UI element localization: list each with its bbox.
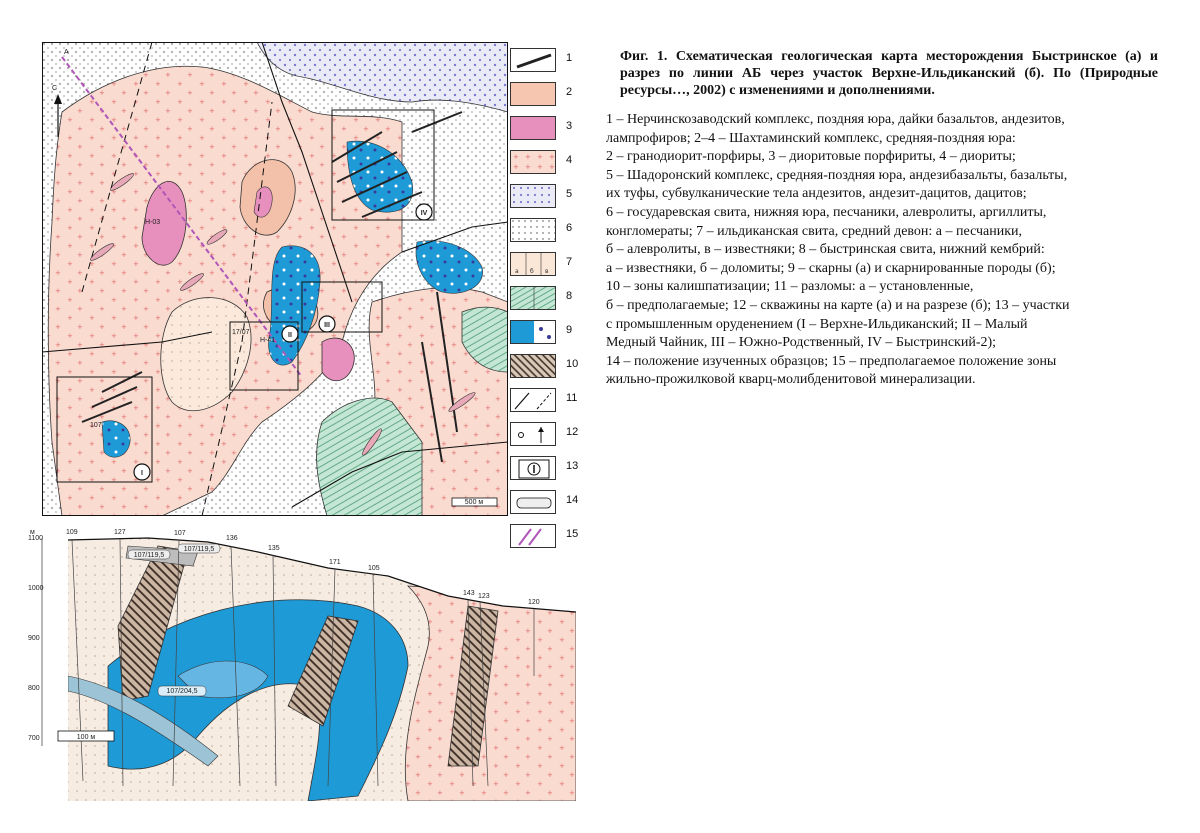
map-scale-bar [452, 498, 497, 506]
legend-num: 11 [566, 392, 578, 404]
svg-text:б: б [530, 268, 534, 275]
well-label: 136 [226, 535, 238, 542]
site-marker-i [134, 464, 150, 480]
well-label: 127 [114, 529, 126, 536]
legend-num: 12 [566, 426, 579, 438]
caption-line: б – алевролиты, в – известняки; 8 – быстринская свита, нижний кембрий: [606, 242, 1045, 258]
svg-text:в: в [545, 268, 549, 275]
site-marker-iii [319, 316, 335, 332]
legend-item-2 [510, 82, 590, 110]
legend-item-12 [510, 422, 590, 450]
legend-num: 9 [566, 324, 573, 336]
geologic-map [42, 42, 508, 516]
caption-line: 2 – гранодиорит-порфиры, 3 – диоритовые порфириты, 4 – диориты; [606, 149, 1016, 165]
legend-item-14 [510, 490, 590, 518]
caption-line: конгломераты; 7 – ильдиканская свита, средний девон: а – песчаники, [606, 223, 1023, 239]
map-sample-label-a: 17/07 [232, 329, 250, 336]
legend-item-4 [510, 150, 590, 178]
section-y-tick: 1100 [28, 535, 44, 542]
section-sample-label-c [178, 544, 220, 553]
section-y-tick: 1000 [28, 585, 44, 592]
legend-item-6 [510, 218, 590, 246]
caption-line: 10 – зоны калишпатизации; 11 – разломы: а – установленные, [606, 279, 974, 295]
legend-item-5 [510, 184, 590, 212]
legend-item-13 [510, 456, 590, 484]
section-y-tick: 800 [28, 685, 40, 692]
site-label-ii: II [288, 332, 292, 339]
legend-num: 6 [566, 222, 573, 234]
section-y-tick: 900 [28, 635, 40, 642]
legend-item-8 [510, 286, 590, 314]
legend-num: 8 [566, 290, 573, 302]
site-label-iv: IV [420, 210, 428, 217]
section-sample-label-b [128, 550, 170, 559]
legend-num: 7 [566, 256, 573, 268]
well-label: 143 [463, 590, 475, 597]
legend-num: 15 [566, 528, 579, 540]
sample-label: 107/204,5 [166, 688, 198, 695]
legend-item-9 [510, 320, 590, 348]
sample-label: 107/119,5 [133, 552, 165, 559]
legend-num: 3 [566, 120, 573, 132]
legend-item-7 [510, 252, 590, 280]
caption-line: с промышленным оруденением (I – Верхне-Ильдиканский; II – Малый [606, 316, 1028, 332]
caption-body [606, 111, 1158, 390]
section-y-tick: 700 [28, 735, 40, 742]
legend [510, 48, 590, 548]
legend-item-11 [510, 388, 590, 416]
caption-line: Медный Чайник, III – Южно-Родственный, IV – Быстринский-2); [606, 335, 997, 351]
legend-item-1 [510, 48, 590, 76]
legend-num: 14 [566, 494, 579, 506]
site-label-iii: III [324, 322, 330, 329]
legend-num: 4 [566, 154, 573, 166]
caption-line: 1 – Нерчинскозаводский комплекс, поздняя юра, дайки базальтов, андезитов, [606, 112, 1065, 127]
caption-line: жильно-прожилковой кварц-молибденитовой минерализации. [606, 372, 976, 388]
section-sample-label-a [158, 686, 206, 696]
legend-num: 5 [566, 188, 573, 200]
section-scale-label: 100 м [76, 734, 96, 741]
well-label: 120 [528, 599, 540, 606]
caption-title: Фиг. 1. Схематическая геологическая карта месторождения Быстринское (а) и разрез по линии АБ через участок Верхне-Ильдиканский (б). По (Природные ресурсы…, 2002) с изменениями и дополнениями. [620, 49, 1158, 98]
caption-line: 5 – Шадоронский комплекс, средняя-поздняя юра, андезибазальты, базальты, [606, 167, 1068, 183]
caption-line: 14 – положение изученных образцов; 15 – предполагаемое положение зоны [606, 353, 1057, 369]
caption-line: б – предполагаемые; 12 – скважины на карте (а) и на разрезе (б); 13 – участки [606, 297, 1070, 313]
map-borehole-label: Н-03 [145, 219, 161, 226]
map-sample-label-b: 107 [90, 422, 102, 429]
section-axis-title: м [30, 529, 35, 536]
site-marker-ii [282, 326, 298, 342]
legend-num: 10 [566, 358, 579, 370]
well-label: 105 [368, 565, 380, 572]
section-scale-bar [58, 731, 114, 741]
well-label: 107 [174, 530, 186, 537]
sample-label: 107/119,5 [183, 546, 215, 553]
caption-line: лампрофиров; 2–4 – Шахтаминский комплекс, средняя-поздняя юра: [606, 130, 1016, 146]
map-well-label: Н-41 [260, 337, 276, 344]
legend-num: 13 [566, 460, 579, 472]
caption-line: а – известняки, б – доломиты; 9 – скарны (а) и скарнированные породы (б); [606, 260, 1056, 276]
legend-item-3 [510, 116, 590, 144]
site-marker-iv [416, 204, 432, 220]
well-label: 109 [66, 529, 78, 536]
legend-num: 2 [566, 86, 573, 98]
map-corner-label: А [64, 49, 69, 56]
geologic-section [28, 526, 579, 801]
site-label-i: I [141, 470, 143, 477]
well-label: 123 [478, 593, 490, 600]
north-label: С [52, 85, 58, 92]
legend-item-10 [510, 354, 590, 382]
well-label: 135 [268, 545, 280, 552]
figure-caption [606, 48, 1158, 390]
well-label: 171 [329, 559, 341, 566]
caption-line: 6 – государевская свита, нижняя юра, песчаники, алевролиты, аргиллиты, [606, 204, 1047, 220]
caption-line: их туфы, субвулканические тела андезитов, андезит-дацитов, дацитов; [606, 186, 1027, 202]
svg-text:a: a [515, 268, 519, 275]
legend-num: 1 [566, 52, 573, 64]
map-scale-label: 500 м [464, 499, 484, 506]
